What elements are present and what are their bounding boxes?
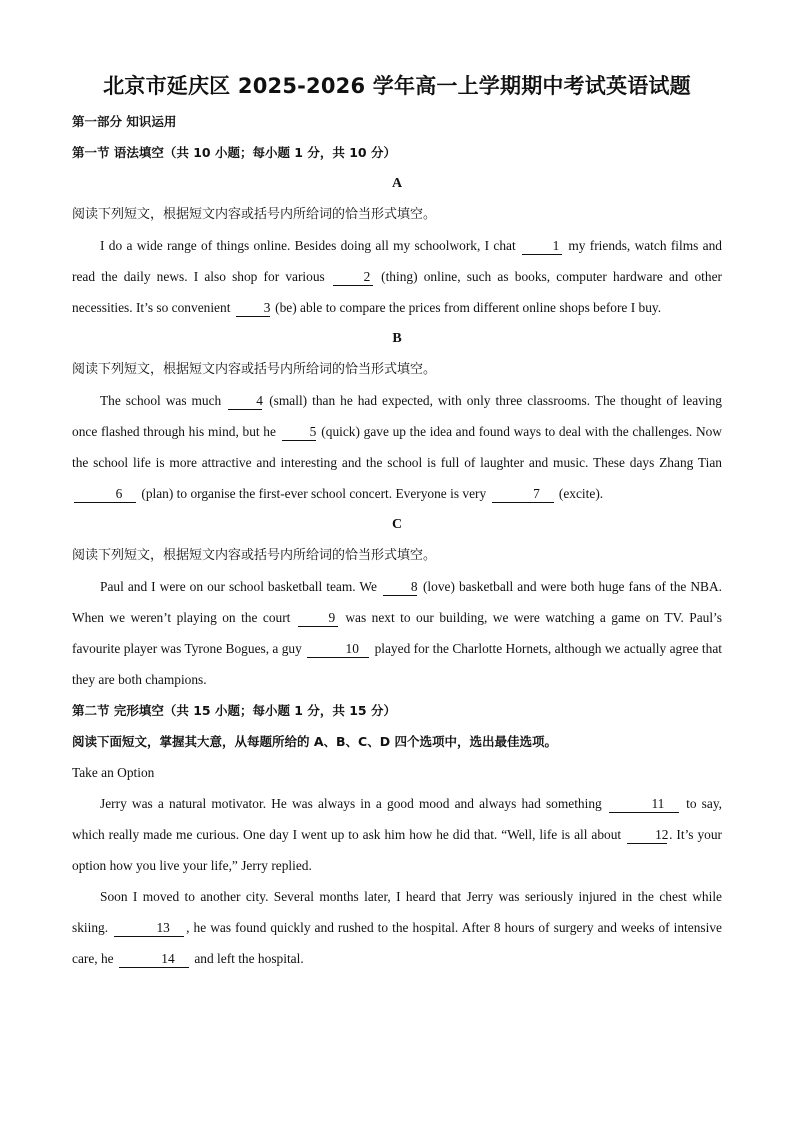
- blank-11[interactable]: 11: [609, 796, 679, 813]
- blank-12[interactable]: 12: [627, 827, 667, 844]
- passage-c-text: Paul and I were on our school basketball team. We 8 (love) basketball and were both huge fans of the NBA. When we weren’t playing on the court 9 was next to our building, we were watching a game on TV. Paul’s favourite player was Tyrone Bogues, a guy 10 played for the Charlotte Hornets, although we actually agree that they are both champions.: [72, 579, 722, 687]
- passage-label-c: C: [391, 517, 403, 532]
- blank-8[interactable]: 8: [383, 579, 417, 596]
- blank-10[interactable]: 10: [307, 641, 369, 658]
- blank-4[interactable]: 4: [228, 393, 262, 410]
- blank-6[interactable]: 6: [74, 486, 136, 503]
- section-heading-cloze: 第二节 完形填空（共 15 小题；每小题 1 分，共 15 分）: [72, 703, 396, 718]
- blank-5[interactable]: 5: [282, 424, 316, 441]
- blank-1[interactable]: 1: [522, 238, 562, 255]
- passage-label-a: A: [391, 176, 403, 191]
- blank-14[interactable]: 14: [119, 951, 189, 968]
- cloze-title: Take an Option: [72, 765, 155, 780]
- blank-9[interactable]: 9: [298, 610, 338, 627]
- instruction-b: 阅读下列短文，根据短文内容或括号内所给词的恰当形式填空。: [72, 362, 437, 377]
- instruction-a: 阅读下列短文，根据短文内容或括号内所给词的恰当形式填空。: [72, 207, 437, 222]
- section-heading-grammar: 第一节 语法填空（共 10 小题；每小题 1 分，共 10 分）: [72, 145, 396, 160]
- part-heading: 第一部分 知识运用: [72, 114, 177, 129]
- blank-2[interactable]: 2: [333, 269, 373, 286]
- instruction-cloze: 阅读下面短文，掌握其大意，从每题所给的 A、B、C、D 四个选项中，选出最佳选项。: [72, 734, 557, 749]
- passage-b-text: The school was much 4 (small) than he had expected, with only three classrooms. The thought of leaving once flashed through his mind, but he 5 (quick) gave up the idea and found ways to deal with the challenges. Now the school life is more attractive and interesting and the school is full of laughter and music. These days Zhang Tian 6 (plan) to organise the first-ever school concert. Everyone is very 7 (excite).: [72, 393, 722, 501]
- passage-label-b: B: [392, 331, 402, 346]
- blank-3[interactable]: 3: [236, 300, 270, 317]
- passage-a-text: I do a wide range of things online. Besides doing all my schoolwork, I chat 1 my friends, watch films and read the daily news. I also shop for various 2 (thing) online, such as books, computer hardware and other necessities. It’s so convenient 3 (be) able to compare the prices from different online shops before I buy.: [72, 238, 722, 315]
- instruction-c: 阅读下列短文，根据短文内容或括号内所给词的恰当形式填空。: [72, 548, 437, 563]
- blank-13[interactable]: 13: [114, 920, 184, 937]
- blank-7[interactable]: 7: [492, 486, 554, 503]
- page-title: 北京市延庆区 2025-2026 学年高一上学期期中考试英语试题: [103, 74, 691, 98]
- cloze-paragraph-2: Soon I moved to another city. Several months later, I heard that Jerry was seriously injured in the chest while skiing. 13 , he was found quickly and rushed to the hospital. After 8 hours of surgery and weeks of intensive care, he 14 and left the hospital.: [72, 889, 722, 966]
- exam-content: [72, 106, 722, 974]
- cloze-paragraph-1: Jerry was a natural motivator. He was always in a good mood and always had something 11 to say, which really made me curious. One day I went up to ask him how he did that. “Well, life is all about 12. It’s your option how you live your life,” Jerry replied.: [72, 796, 722, 873]
